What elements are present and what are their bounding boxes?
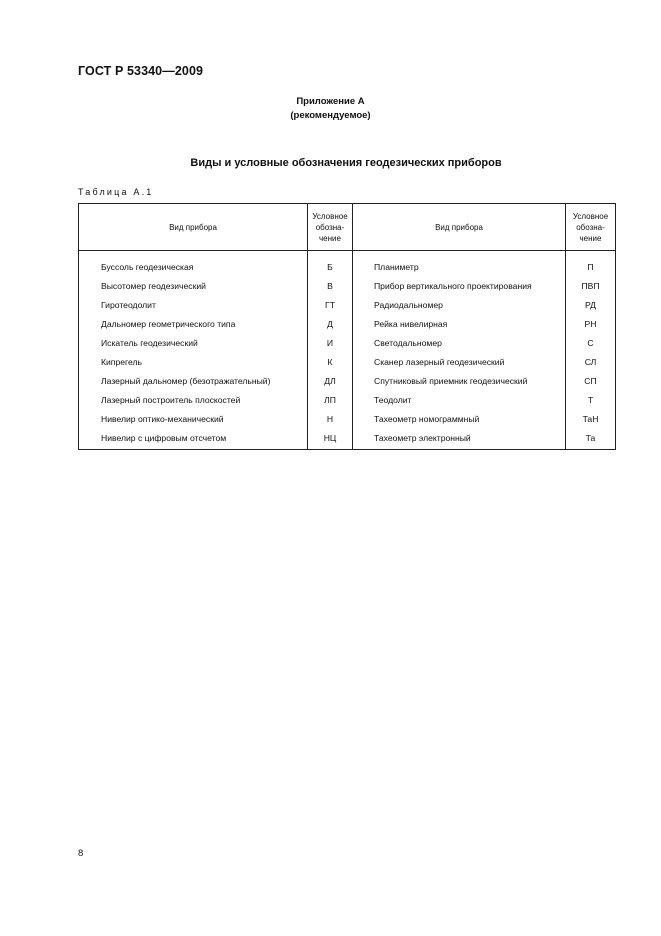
header-code-left-line: обозна-	[315, 222, 345, 232]
header-code-right-line: чение	[579, 233, 602, 243]
table-row	[79, 352, 616, 371]
left-instrument-code: НЦ	[308, 428, 353, 450]
table-row	[79, 251, 616, 277]
page-number: 8	[78, 848, 84, 859]
right-instrument-code: СП	[566, 371, 616, 390]
header-code-left	[308, 204, 353, 251]
document-code: ГОСТ Р 53340—2009	[78, 64, 204, 78]
left-instrument-name: Искатель геодезический	[79, 333, 308, 352]
right-instrument-code: Т	[566, 390, 616, 409]
left-instrument-code: Н	[308, 409, 353, 428]
table-row	[79, 428, 616, 450]
left-instrument-code: Д	[308, 314, 353, 333]
left-instrument-name: Нивелир оптико-механический	[79, 409, 308, 428]
right-instrument-code: Та	[566, 428, 616, 450]
right-instrument-name: Рейка нивелирная	[353, 314, 566, 333]
appendix-note: (рекомендуемое)	[290, 110, 371, 121]
right-instrument-name: Тахеометр номограммный	[353, 409, 566, 428]
table-row	[79, 409, 616, 428]
table-header-row	[79, 204, 616, 251]
table-row	[79, 295, 616, 314]
page-title: Виды и условные обозначения геодезических приборов	[190, 157, 502, 169]
left-instrument-code: Б	[308, 251, 353, 277]
table-row	[79, 390, 616, 409]
left-instrument-name: Лазерный построитель плоскостей	[79, 390, 308, 409]
right-instrument-code: РН	[566, 314, 616, 333]
header-code-left-line: Условное	[312, 211, 348, 221]
table-row	[79, 371, 616, 390]
left-instrument-name: Лазерный дальномер (безотражательный)	[79, 371, 308, 390]
right-instrument-code: СЛ	[566, 352, 616, 371]
left-instrument-name: Дальномер геометрического типа	[79, 314, 308, 333]
header-code-right-line: Условное	[572, 211, 609, 221]
left-instrument-name: Кипрегель	[79, 352, 308, 371]
right-instrument-name: Теодолит	[353, 390, 566, 409]
header-name-right: Вид прибора	[353, 204, 566, 251]
right-instrument-name: Планиметр	[353, 251, 566, 277]
left-instrument-code: В	[308, 276, 353, 295]
right-instrument-name: Спутниковый приемник геодезический	[353, 371, 566, 390]
left-instrument-name: Высотомер геодезический	[79, 276, 308, 295]
instrument-table	[78, 203, 616, 450]
right-instrument-name: Радиодальномер	[353, 295, 566, 314]
left-instrument-name: Гиротеодолит	[79, 295, 308, 314]
left-instrument-code: ДЛ	[308, 371, 353, 390]
header-code-right-line: обозна-	[576, 222, 605, 232]
right-instrument-name: Светодальномер	[353, 333, 566, 352]
table-row	[79, 276, 616, 295]
table-body	[79, 251, 616, 450]
left-instrument-code: К	[308, 352, 353, 371]
right-instrument-code: П	[566, 251, 616, 277]
left-instrument-code: ГТ	[308, 295, 353, 314]
right-instrument-name: Сканер лазерный геодезический	[353, 352, 566, 371]
right-instrument-name: Тахеометр электронный	[353, 428, 566, 450]
right-instrument-code: РД	[566, 295, 616, 314]
left-instrument-code: ЛП	[308, 390, 353, 409]
header-name-left: Вид прибора	[79, 204, 308, 251]
appendix-heading	[0, 95, 661, 123]
header-code-right	[566, 204, 616, 251]
left-instrument-code: И	[308, 333, 353, 352]
right-instrument-name: Прибор вертикального проектирования	[353, 276, 566, 295]
header-code-left-line: чение	[319, 233, 341, 243]
right-instrument-code: С	[566, 333, 616, 352]
left-instrument-name: Нивелир с цифровым отсчетом	[79, 428, 308, 450]
right-instrument-code: ПВП	[566, 276, 616, 295]
table-row	[79, 314, 616, 333]
table-row	[79, 333, 616, 352]
table-caption: Таблица А.1	[78, 187, 154, 197]
appendix-title: Приложение А	[296, 96, 365, 107]
right-instrument-code: ТаН	[566, 409, 616, 428]
left-instrument-name: Буссоль геодезическая	[79, 251, 308, 277]
